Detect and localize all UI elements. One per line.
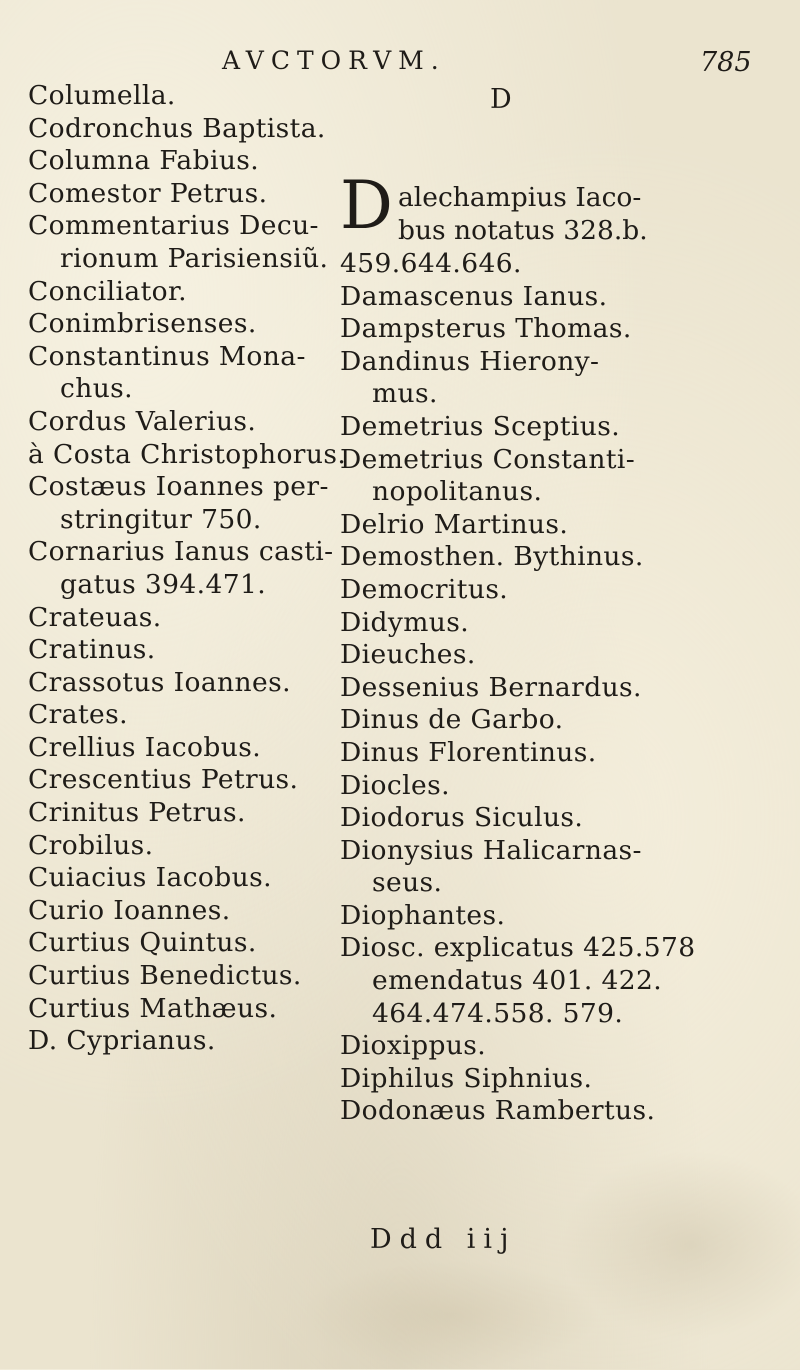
index-entry: Dodonæus Rambertus. (340, 1095, 656, 1127)
index-entry: Dinus de Garbo. (340, 704, 564, 736)
index-entry: Comestor Petrus. (28, 177, 268, 209)
right-column-index (340, 248, 696, 1128)
index-entry: Crescentius Petrus. (28, 764, 299, 796)
index-entry: Demetrius Constanti- (340, 443, 636, 475)
index-entry: Conciliator. (28, 275, 187, 307)
index-entry: Diodorus Siculus. (340, 802, 584, 834)
index-entry: Delrio Martinus. (340, 508, 569, 540)
index-entry: emendatus 401. 422. (372, 965, 663, 997)
paper-stain (300, 1260, 600, 1370)
index-entry: Diocles. (340, 769, 450, 801)
index-entry: D. Cyprianus. (28, 1025, 216, 1057)
index-entry: Curio Ioannes. (28, 894, 231, 926)
index-entry: Diosc. explicatus 425.578 (340, 932, 696, 964)
index-entry: Crates. (28, 699, 128, 731)
first-entry (340, 167, 670, 252)
running-head (0, 44, 800, 84)
left-column-index (28, 80, 347, 1058)
index-entry: Dampsterus Thomas. (340, 313, 632, 345)
index-entry: Cratinus. (28, 634, 156, 666)
section-letter: D (490, 84, 512, 115)
paper-stain (560, 1150, 800, 1340)
first-entry-line: bus notatus 328.b. (398, 215, 648, 246)
index-entry: Dinus Florentinus. (340, 736, 597, 768)
index-entry: Didymus. (340, 606, 470, 638)
drop-cap: D (340, 167, 393, 244)
index-entry: gatus 394.471. (60, 568, 267, 600)
index-entry: Curtius Benedictus. (28, 960, 302, 992)
index-entry: à Costa Christophorus. (28, 438, 347, 470)
running-title: AVCTORVM. (222, 46, 446, 75)
index-entry: 459.644.646. (340, 248, 522, 279)
index-entry: Codronchus Baptista. (28, 112, 326, 144)
index-entry: Dioxippus. (340, 1030, 487, 1062)
index-entry: Dionysius Halicarnas- (340, 834, 642, 866)
index-entry: Cordus Valerius. (28, 405, 257, 437)
first-entry-line: alechampius Iaco- (398, 182, 642, 213)
index-entry: Diophantes. (340, 899, 506, 931)
index-entry: Crinitus Petrus. (28, 797, 246, 829)
index-entry: Crobilus. (28, 829, 154, 861)
page-number: 785 (700, 47, 752, 78)
index-entry: mus. (372, 378, 438, 410)
index-entry: stringitur 750. (60, 503, 262, 535)
index-entry: chus. (60, 373, 133, 405)
index-entry: Crassotus Ioannes. (28, 666, 291, 698)
index-entry: Conimbrisenses. (28, 308, 257, 340)
index-entry: Dessenius Bernardus. (340, 671, 642, 703)
index-entry: Curtius Mathæus. (28, 992, 278, 1024)
index-entry: Curtius Quintus. (28, 927, 257, 959)
catchword: Ddd iij (370, 1224, 517, 1255)
index-entry: Commentarius Decu- (28, 210, 319, 242)
index-entry: Crellius Iacobus. (28, 731, 262, 763)
index-entry: Demosthen. Bythinus. (340, 541, 644, 573)
index-entry: Cornarius Ianus casti- (28, 536, 334, 568)
index-entry: seus. (372, 867, 443, 899)
index-entry: Columella. (28, 80, 176, 111)
index-entry: Crateuas. (28, 601, 162, 633)
index-entry: nopolitanus. (372, 476, 543, 508)
index-entry: Damascenus Ianus. (340, 280, 608, 312)
index-entry: 464.474.558. 579. (372, 997, 624, 1029)
index-entry: Democritus. (340, 573, 509, 605)
index-entry: Constantinus Mona- (28, 340, 306, 372)
index-entry: Diphilus Siphnius. (340, 1062, 593, 1094)
index-entry: Demetrius Sceptius. (340, 410, 621, 442)
index-entry: rionum Parisiensiũ. (60, 242, 329, 274)
index-entry: Dieuches. (340, 639, 476, 671)
index-entry: Cuiacius Iacobus. (28, 862, 272, 894)
index-entry: Dandinus Hierony- (340, 345, 600, 377)
index-entry: Costæus Ioannes per- (28, 471, 329, 503)
index-entry: Columna Fabius. (28, 145, 260, 177)
